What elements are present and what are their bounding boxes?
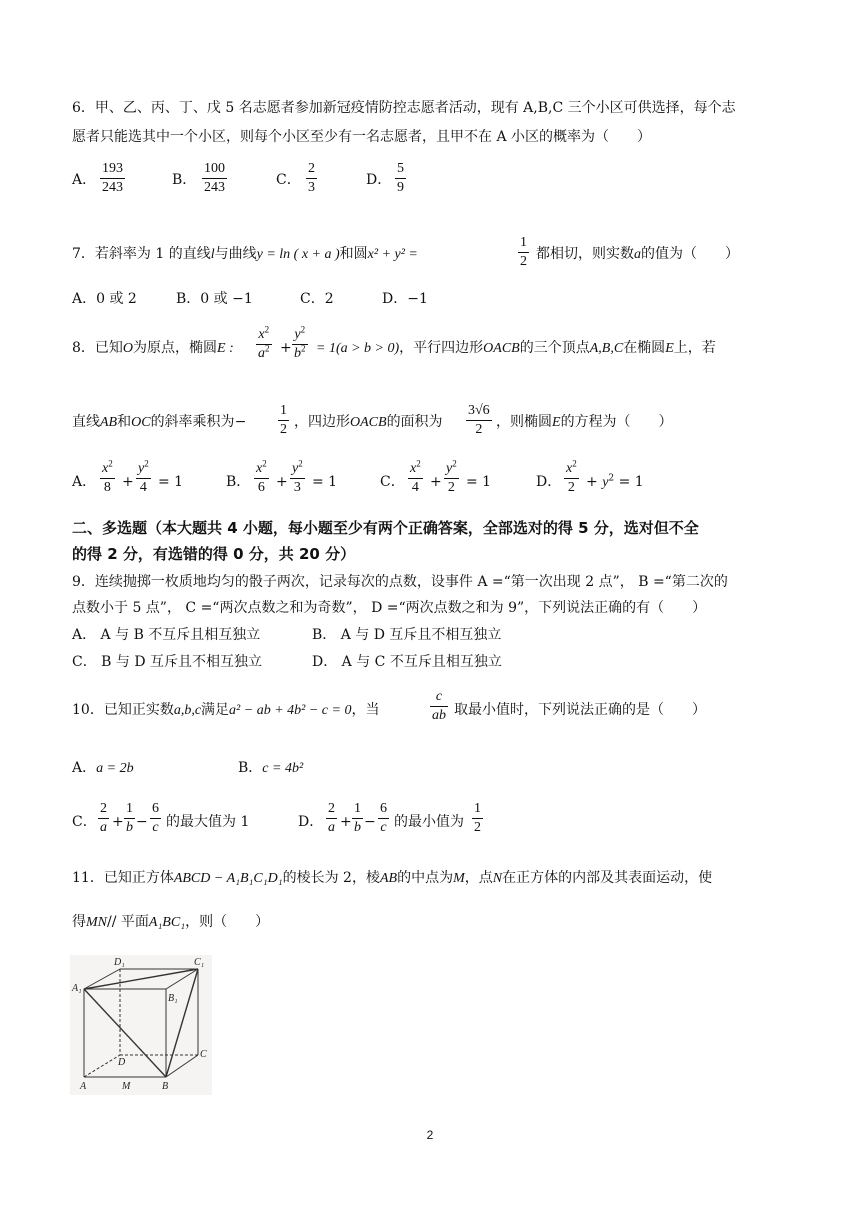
- q6-option-d-fraction: $\frac{5}{9}$: [397, 161, 404, 195]
- q8-option-b-x: $\frac{x^2}{6}$: [256, 458, 267, 495]
- q10-option-b: B．c = 4b²: [238, 760, 304, 776]
- label-m: M: [122, 1081, 131, 1092]
- q10-option-c-frac-2a: $\frac{2}{a}$: [100, 801, 107, 835]
- q8-option-d-label: D．: [536, 474, 562, 490]
- q10-option-d-frac-2a: $\frac{2}{a}$: [328, 801, 335, 835]
- q8-y-fraction: $\frac{y^2}{b^2}$: [294, 324, 306, 361]
- q9-option-a: A． A 与 B 不互斥且相互独立: [72, 627, 261, 643]
- q7-text-tail: 都相切，则实数a的值为（ ）: [536, 246, 739, 262]
- section2-heading-line2: 的得 2 分，有选错的得 0 分，共 20 分）: [72, 545, 356, 563]
- q8-option-b-y: $\frac{y^2}{3}$: [292, 458, 303, 495]
- label-a: A: [80, 1081, 87, 1092]
- q8-option-d-x: $\frac{x^2}{2}$: [566, 458, 577, 495]
- q10-stem-tail: 取最小值时，下列说法正确的是（ ）: [454, 702, 706, 718]
- label-c: C: [200, 1049, 207, 1060]
- q8-option-c-label: C．: [380, 474, 405, 490]
- page-number: 2: [426, 1128, 434, 1142]
- q6-option-b-fraction: $\frac{100}{243}$: [204, 161, 225, 195]
- q9-option-b: B． A 与 D 互斥且不相互独立: [312, 627, 502, 643]
- q10-c-over-ab: $\frac{c}{ab}$: [432, 689, 446, 723]
- q7-text: 7．若斜率为 1 的直线l与曲线y = ln ( x + a )和圆x² + y² =: [72, 246, 418, 262]
- q9-line1: 9．连续抛掷一枚质地均匀的骰子两次，记录每次的点数，设事件 A =“第一次出现 2 点”， B =“第二次的: [72, 574, 728, 590]
- q9-option-c: C． B 与 D 互斥且不相互独立: [72, 654, 263, 670]
- q6-option-a-fraction: $\frac{193}{243}$: [102, 161, 123, 195]
- q8-option-b-label: B．: [226, 474, 251, 490]
- q10-option-d-frac-1b: $\frac{1}{b}$: [354, 801, 361, 835]
- q10-option-d-frac-6c: $\frac{6}{c}$: [380, 801, 387, 835]
- q7-option-a: A．0 或 2: [72, 291, 137, 307]
- q6-line2: 愿者只能选其中一个小区，则每个小区至少有一名志愿者，且甲不在 A 小区的概率为（ ）: [72, 129, 652, 145]
- label-a1: A₁: [72, 983, 82, 994]
- q7-option-c: C．2: [300, 291, 334, 307]
- section2-heading-line1: 二、多选题（本大题共 4 小题，每小题至少有两个正确答案，全部选对的得 5 分，选对但不全: [72, 519, 699, 537]
- q10-option-d-tail: 的最小值为: [394, 814, 464, 830]
- q8-area-fraction: $\frac{3√6}{2}$: [468, 403, 490, 437]
- q6-option-b-label: B．: [172, 172, 197, 188]
- q10-option-c-frac-1b: $\frac{1}{b}$: [126, 801, 133, 835]
- q6-option-c-label: C．: [276, 172, 301, 188]
- q10-option-c-tail: 的最大值为 1: [166, 814, 250, 830]
- q7-option-b: B．0 或 −1: [176, 291, 253, 307]
- q10-option-d-half: $\frac{1}{2}$: [474, 801, 481, 835]
- q8-option-a-label: A．: [72, 474, 97, 490]
- label-d1: D₁: [114, 957, 125, 968]
- q8-x-fraction: $\frac{x^2}{a^2}$: [258, 324, 270, 361]
- q8-option-c-y: $\frac{y^2}{2}$: [446, 458, 457, 495]
- label-c1: C₁: [194, 957, 205, 968]
- q8-option-c-x: $\frac{x^2}{4}$: [410, 458, 421, 495]
- q11-line2: 得MN// 平面A₁BC₁，则（ ）: [72, 914, 270, 930]
- q6-option-a-label: A．: [72, 172, 97, 188]
- q9-option-d: D． A 与 C 不互斥且相互独立: [312, 654, 502, 670]
- q10-option-c-frac-6c: $\frac{6}{c}$: [152, 801, 159, 835]
- q6-option-d-label: D．: [366, 172, 392, 188]
- q10-option-c-label: C．: [72, 814, 97, 830]
- q6-option-c-fraction: $\frac{2}{3}$: [308, 161, 315, 195]
- label-b: B: [162, 1081, 169, 1092]
- q7-option-d: D．−1: [382, 291, 428, 307]
- label-b1: B₁: [168, 993, 178, 1004]
- q10-option-a: A．a = 2b: [72, 760, 134, 776]
- q7-circle-fraction: $\frac{1}{2}$: [520, 235, 527, 269]
- q8-option-a-y: $\frac{y^2}{4}$: [138, 458, 149, 495]
- q8-slope-fraction: $\frac{1}{2}$: [280, 403, 287, 437]
- cube-figure: [70, 955, 212, 1095]
- q10-option-d-label: D．: [298, 814, 324, 830]
- q8-option-a-x: $\frac{x^2}{8}$: [102, 458, 113, 495]
- q9-line2: 点数小于 5 点”， C =“两次点数之和为奇数”， D =“两次点数之和为 9”，下列说法正确的有（ ）: [72, 600, 707, 616]
- label-d: D: [118, 1057, 126, 1068]
- q11-line1: 11．已知正方体ABCD − A₁B₁C₁D₁的棱长为 2，棱AB的中点为M，点N在正方体的内部及其表面运动，使: [72, 870, 713, 886]
- cube-diagram: [70, 955, 212, 1095]
- q6-line1: 6．甲、乙、丙、丁、戊 5 名志愿者参加新冠疫情防控志愿者活动，现有 A,B,C 三个小区可供选择，每个志: [72, 100, 736, 116]
